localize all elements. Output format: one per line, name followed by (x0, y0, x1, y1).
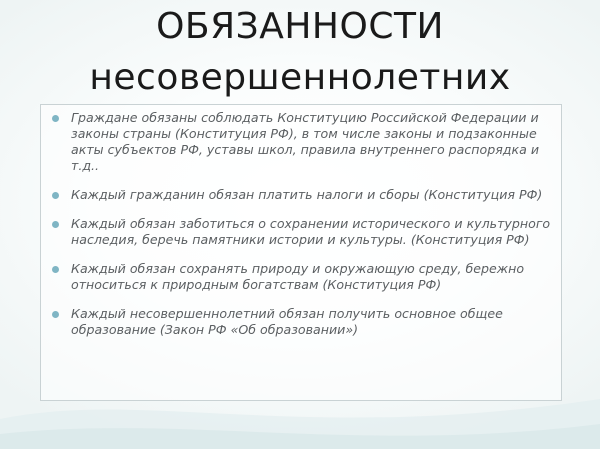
bullet-dot-icon (52, 221, 59, 228)
bullet-dot-icon (52, 115, 59, 122)
slide-title-line-2: несовершеннолетних (89, 57, 511, 98)
slide-title (0, 4, 600, 101)
bullet-item (47, 216, 555, 248)
bullet-list-box (40, 104, 562, 401)
bullet-item (47, 110, 555, 174)
slide-title-line-1: ОБЯЗАННОСТИ (156, 6, 444, 47)
bullet-item-text: Каждый обязан сохранять природу и окружающую среду, бережно относиться к природным богатствам (Конституция РФ) (71, 261, 525, 292)
bullet-list (47, 110, 555, 338)
bullet-item-text: Каждый несовершеннолетний обязан получить основное общее образование (Закон РФ «Об образовании») (71, 306, 503, 337)
bullet-dot-icon (52, 192, 59, 199)
bullet-item (47, 187, 555, 203)
bullet-item-text: Каждый обязан заботиться о сохранении исторического и культурного наследия, беречь памятники истории и культуры. (Конституция РФ) (71, 216, 551, 247)
bullet-item-text: Граждане обязаны соблюдать Конституцию Российской Федерации и законы страны (Конституция РФ), в том числе законы и подзаконные акты субъектов РФ, уставы школ, правила внутреннего распорядка и т.д.. (71, 110, 540, 173)
bullet-dot-icon (52, 266, 59, 273)
bullet-item (47, 306, 555, 338)
bullet-item-text: Каждый гражданин обязан платить налоги и сборы (Конституция РФ) (71, 187, 543, 202)
bullet-item (47, 261, 555, 293)
bullet-dot-icon (52, 311, 59, 318)
